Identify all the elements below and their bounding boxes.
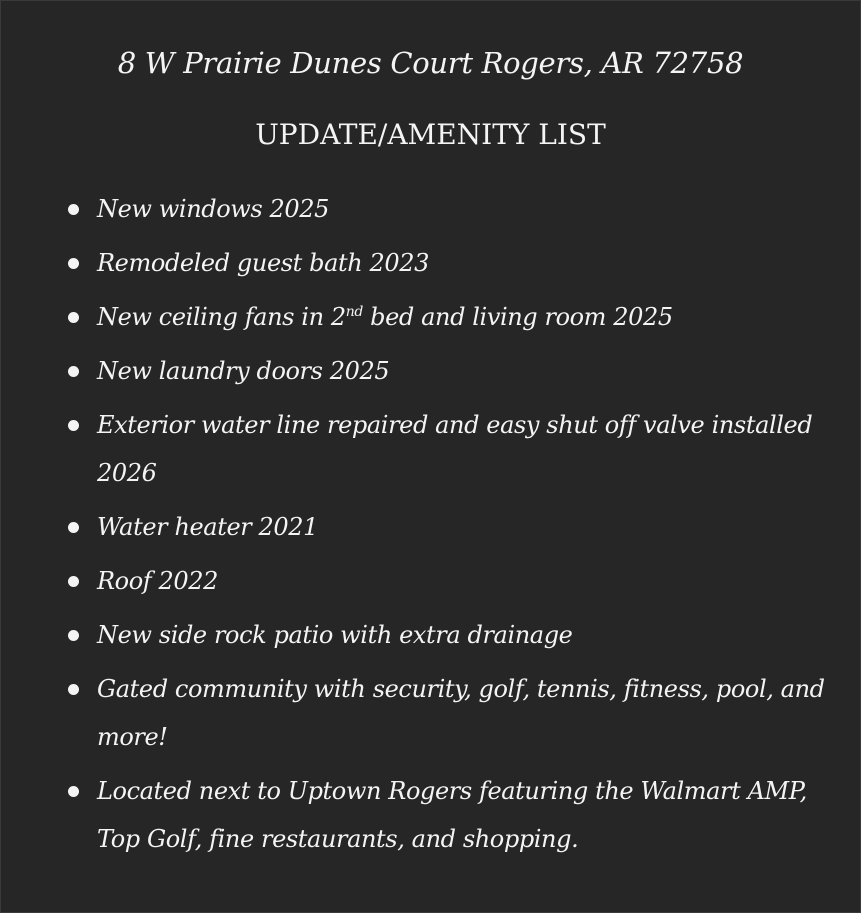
bullet-icon — [68, 204, 79, 215]
bullet-icon — [68, 312, 79, 323]
bullet-icon — [68, 522, 79, 533]
bullet-icon — [68, 684, 79, 695]
list-item-text-post: bed and living room 2025 — [362, 303, 673, 331]
list-item-text: New side rock patio with extra drainage — [97, 621, 573, 649]
list-item-text: New windows 2025 — [97, 195, 330, 223]
bullet-icon — [68, 258, 79, 269]
list-item — [63, 503, 843, 551]
bullet-icon — [68, 366, 79, 377]
bullet-icon — [68, 786, 79, 797]
list-item-text: New laundry doors 2025 — [97, 357, 390, 385]
list-item — [63, 347, 843, 395]
list-item — [63, 293, 843, 341]
bullet-icon — [68, 576, 79, 587]
property-address: 8 W Prairie Dunes Court Rogers, AR 72758 — [117, 46, 744, 80]
list-item-text: Roof 2022 — [97, 567, 218, 595]
list-item — [63, 185, 843, 233]
list-item-text: Gated community with security, golf, tennis, fitness, pool, and more! — [97, 675, 825, 751]
list-item-text: Exterior water line repaired and easy shut off valve installed 2026 — [97, 411, 813, 487]
list-item — [63, 557, 843, 605]
bullet-icon — [68, 630, 79, 641]
list-item — [63, 401, 843, 497]
list-item-text: Water heater 2021 — [97, 513, 319, 541]
list-item — [63, 665, 843, 761]
list-item-text: Remodeled guest bath 2023 — [97, 249, 430, 277]
list-heading: UPDATE/AMENITY LIST — [255, 118, 606, 151]
list-item — [63, 767, 843, 863]
bullet-icon — [68, 420, 79, 431]
list-item-text-pre: New ceiling fans in 2 — [97, 303, 346, 331]
ordinal-superscript: nd — [345, 304, 363, 320]
amenity-list — [63, 185, 843, 869]
list-item — [63, 239, 843, 287]
list-item-text: Located next to Uptown Rogers featuring the Walmart AMP, Top Golf, fine restaurants, and shopping. — [97, 777, 807, 853]
list-item — [63, 611, 843, 659]
